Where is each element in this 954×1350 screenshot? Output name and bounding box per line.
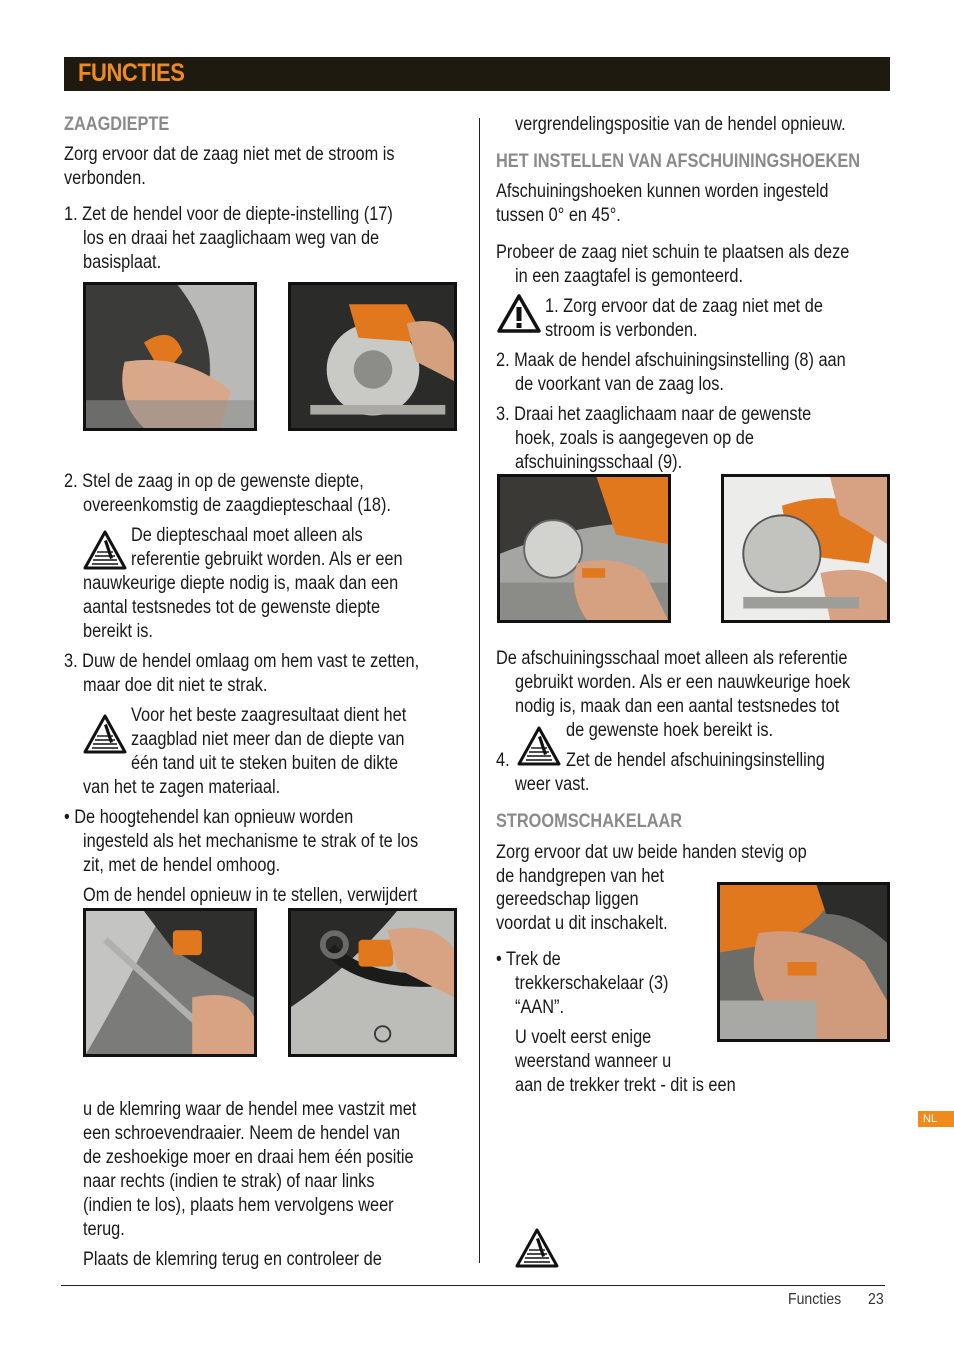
rstep4-line-2: weer vast.	[515, 774, 590, 795]
switch-intro-4: voordat u dit inschakelt.	[496, 913, 668, 934]
reset-line-1: u de klemring waar de hendel mee vastzit met	[83, 1099, 417, 1120]
note2-line-3: één tand uit te steken buiten de dikte	[131, 753, 399, 774]
note1-line-1: De diepteschaal moet alleen als	[131, 525, 363, 546]
note1-line-4: aantal testsnedes tot de gewenste diepte	[83, 597, 381, 618]
reset-intro: Om de hendel opnieuw in te stellen, verwijdert	[83, 885, 418, 906]
step2-line-2: overeenkomstig de zaagdiepteschaal (18).	[83, 495, 391, 516]
note1-line-5: bereikt is.	[83, 621, 153, 642]
bevel-note-line-4: de gewenste hoek bereikt is.	[566, 720, 774, 741]
note2-line-4: van het te zagen materiaal.	[83, 777, 281, 798]
bevel-table-1: Probeer de zaag niet schuin te plaatsen als deze	[496, 242, 850, 263]
note-icon	[83, 530, 127, 570]
photo-remove-clamp-ring	[83, 908, 257, 1057]
section-title: FUNCTIES	[78, 59, 185, 87]
intro-line-2: verbonden.	[64, 168, 146, 189]
reset-line-3: de zeshoekige moer en draai hem één positie	[83, 1147, 414, 1168]
bullet1-line-2: ingesteld als het mechanisme te strak of te los	[83, 831, 419, 852]
note-icon	[517, 726, 561, 766]
photo-trigger-switch	[717, 882, 890, 1042]
photo-saw-overview	[288, 282, 457, 431]
column-divider	[479, 118, 480, 1263]
heading-afschuining: HET INSTELLEN VAN AFSCHUININGSHOEKEN	[496, 151, 861, 172]
reset-line-5: (indien te los), plaats hem vervolgens weer	[83, 1195, 394, 1216]
continued-line: vergrendelingspositie van de hendel opnieuw.	[515, 114, 846, 135]
bevel-table-2: in een zaagtafel is gemonteerd.	[515, 266, 744, 287]
photo-bevel-adjust	[721, 474, 890, 623]
bullet1-line-1: • De hoogtehendel kan opnieuw worden	[64, 807, 354, 828]
language-tab: NL	[918, 1111, 954, 1127]
replace-line: Plaats de klemring terug en controleer de	[83, 1249, 382, 1270]
note1-line-3: nauwkeurige diepte nodig is, maak dan een	[83, 573, 399, 594]
bevel-note-line-2: gebruikt worden. Als er een nauwkeurige hoek	[515, 672, 851, 693]
step3-line-1: 3. Duw de hendel omlaag om hem vast te zetten,	[64, 651, 420, 672]
rstep4-number: 4.	[496, 750, 510, 771]
bevel-note-line-1: De afschuiningsschaal moet alleen als referentie	[496, 648, 848, 669]
switch-intro-2: de handgrepen van het	[496, 866, 665, 887]
photo-depth-lever	[83, 282, 257, 431]
reset-line-6: terug.	[83, 1219, 125, 1240]
bevel-intro-2: tussen 0° en 45°.	[496, 205, 621, 226]
intro-line-1: Zorg ervoor dat de zaag niet met de stroom is	[64, 144, 395, 165]
switch-intro-3: gereedschap liggen	[496, 889, 639, 910]
note1-line-2: referentie gebruikt worden. Als er een	[131, 549, 403, 570]
rstep2-line-1: 2. Maak de hendel afschuiningsinstelling (8) aan	[496, 350, 846, 371]
photo-hex-nut-lever	[288, 908, 457, 1057]
note2-line-1: Voor het beste zaagresultaat dient het	[131, 705, 407, 726]
note-icon	[515, 1228, 559, 1268]
rstep3-line-1: 3. Draai het zaaglichaam naar de gewenste	[496, 404, 812, 425]
feel-line-3: aan de trekker trekt - dit is een	[515, 1075, 736, 1096]
rstep2-line-2: de voorkant van de zaag los.	[515, 374, 724, 395]
feel-line-1: U voelt eerst enige	[515, 1027, 652, 1048]
footer-section: Functies	[788, 1291, 842, 1308]
step3-line-2: maar doe dit niet te strak.	[83, 675, 268, 696]
section-header-bar	[64, 57, 890, 91]
bullet1-line-3: zit, met de hendel omhoog.	[83, 855, 281, 876]
switch-intro-1: Zorg ervoor dat uw beide handen stevig op	[496, 842, 807, 863]
reset-line-2: een schroevendraaier. Neem de hendel van	[83, 1123, 401, 1144]
footer-divider	[61, 1285, 885, 1286]
heading-stroomschakelaar: STROOMSCHAKELAAR	[496, 811, 683, 832]
heading-zaagdiepte: ZAAGDIEPTE	[64, 114, 170, 135]
switch-bullet-2: trekkerschakelaar (3)	[515, 973, 669, 994]
note-icon	[83, 714, 127, 754]
step2-line-1: 2. Stel de zaag in op de gewenste diepte,	[64, 471, 364, 492]
rstep3-line-3: afschuiningsschaal (9).	[515, 452, 683, 473]
switch-bullet-3: “AAN”.	[515, 997, 565, 1018]
step1-line-2: los en draai het zaaglichaam weg van de	[83, 228, 380, 249]
step1-line-1: 1. Zet de hendel voor de diepte-instelling (17)	[64, 204, 393, 225]
step1-line-3: basisplaat.	[83, 252, 162, 273]
warn1-line-2: stroom is verbonden.	[545, 320, 698, 341]
warning-icon	[497, 293, 541, 333]
rstep3-line-2: hoek, zoals is aangegeven op de	[515, 428, 754, 449]
photo-bevel-scale	[497, 474, 671, 623]
page-number: 23	[868, 1291, 884, 1308]
note2-line-2: zaagblad niet meer dan de diepte van	[131, 729, 405, 750]
feel-line-2: weerstand wanneer u	[515, 1051, 672, 1072]
reset-line-4: naar rechts (indien te strak) of naar links	[83, 1171, 375, 1192]
bevel-intro-1: Afschuiningshoeken kunnen worden ingesteld	[496, 181, 829, 202]
rstep4-line-1: Zet de hendel afschuiningsinstelling	[566, 750, 825, 771]
warn1-line-1: 1. Zorg ervoor dat de zaag niet met de	[545, 296, 823, 317]
switch-bullet-1: • Trek de	[496, 949, 561, 970]
bevel-note-line-3: nodig is, maak dan een aantal testsnedes tot	[515, 696, 840, 717]
